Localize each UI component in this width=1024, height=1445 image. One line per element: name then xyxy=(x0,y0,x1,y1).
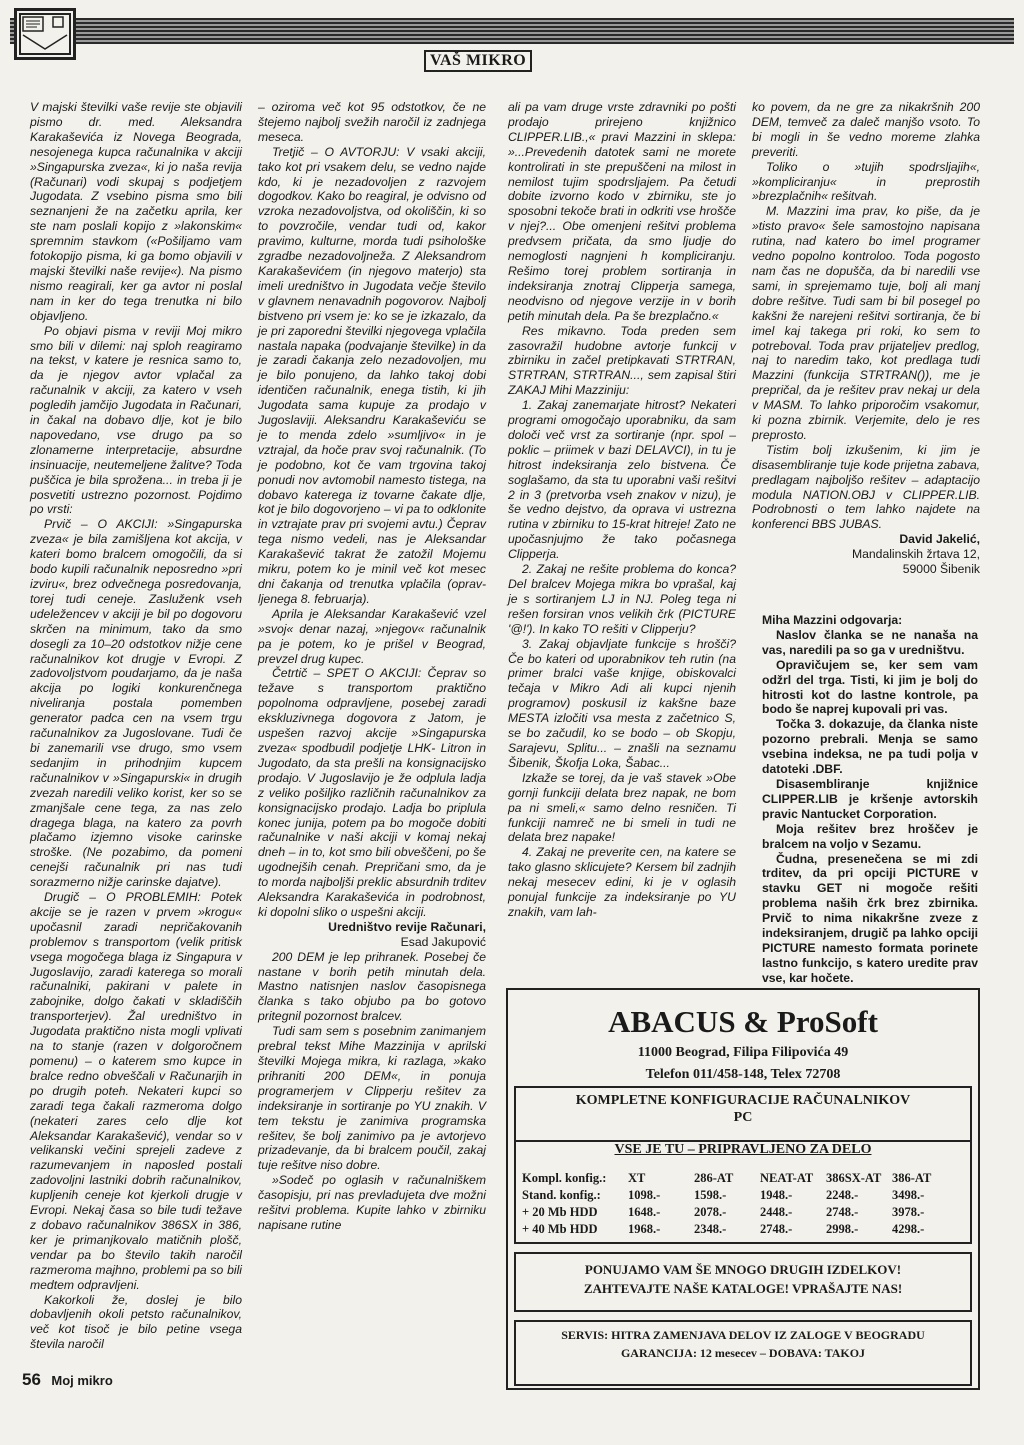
table-cell: 2248.- xyxy=(826,1188,859,1202)
table-cell: 2448.- xyxy=(760,1205,793,1219)
signature-city: 59000 Šibenik xyxy=(902,562,980,577)
table-cell: 2348.- xyxy=(694,1222,727,1236)
paragraph: 200 DEM je lep prihranek. Posebej če nastane v borih petih minutah dela. Mastno natisnjen naslov časopisnega članka s tako objubo pa bo gotovo pritegnil pozornost bralcev. xyxy=(258,949,486,1024)
table-cell: 1948.- xyxy=(760,1188,793,1202)
ad-headline-box xyxy=(514,1086,972,1142)
table-cell: NEAT-AT xyxy=(760,1171,814,1185)
reply-paragraph: Naslov članka se ne nanaša na vas, naredili pa so ga v uredništvu. xyxy=(762,627,978,657)
paragraph: 1. Zakaj zanemarjate hitrost? Nekateri programi omogočajo uporabniku, da sam določi več vrst za sortiranje (npr. spol – poklic – priimek v bazi DELAVCI), in tu je hitrost indeksiranja zelo bistvena. Če soglašamo, da sta tu uporabni vaši rešitvi 2 in 3 (pretvorba vseh znakov v nizu), je še vedno dejstvo, da oprava vi ustrezna rutina v zbirniku to 15-krat hitreje! Zato ne upočasnjujmo že tako počasnega Clipperja. xyxy=(508,398,736,562)
table-cell: + 20 Mb HDD xyxy=(522,1205,598,1219)
advertisement xyxy=(506,988,980,1390)
reply-paragraph: Opravičujem se, ker sem vam odžrl del trga. Tisti, ki jim je bolj do hitrosti kot do lastne kontrole, pa bodo še naprej kupovali pri vas. xyxy=(762,657,978,717)
column-2 xyxy=(258,100,486,1445)
signature-name: David Jakelić, xyxy=(899,532,980,547)
paragraph: ko povem, da ne gre za nikakršnih 200 DEM, temveč za daleč manjšo vsoto. To bi mogli in še vedno moreте zlahka preveriti. xyxy=(752,100,980,159)
reply-block xyxy=(762,613,978,986)
paragraph: Kakorkoli že, doslej je bilo dobavljenih okoli petsto računalnikov, več kot tisoč je bilo petine vsega števila naročil xyxy=(30,1292,242,1352)
ad-offer-2: ZAHTEVAJTE NAŠE KATALOGE! VPRAŠAJTE NAS! xyxy=(583,1281,903,1296)
paragraph: Drugič – O PROBLEMIH: Potek akcije se je razen v prvem »krogu« upočasnil zaradi nepričakovanih problemov s transportom (velik pritisk vsega mogočega blaga iz Singapura v Jugoslavijo, zaradi katerega so morali računalniki, pakirani v palete in zabojnike, dolgo čakati v skladiščih transporterjev). Žal uredništvo in Jugodata praktično nista mogli vplivati na to stanje (razen v dolgoročnem pomenu) – o katerem smo kupce in bralce redno obveščali v Računarjih in po drugih poteh. Nekateri kupci so zaradi tega čakali razmeroma dolgo (nekateri zares celo dlje kot Aleksandar Karakašević), vendar so v velikanski večini sprejeli zadeve z razumevanjem in naposled postali zadovoljni lastniki dobrih računalnikov, kupljenih ceneje kot kjerkoli drugje v Evropi. Nekaj časa so bile tudi težave z dobavo računalnikov 386SX in 386, ker je primanjkovalo matičnih plošč, vendar pa bo število takih naročil razmeroma majhno, problemi pa so bili medtem odpravljeni. xyxy=(30,890,242,1292)
ad-service-2: GARANCIJA: 12 mesecev – DOBAVA: TAKOJ xyxy=(620,1346,866,1360)
table-cell: 4298.- xyxy=(892,1222,925,1236)
table-cell: 386-AT xyxy=(892,1171,932,1185)
paragraph: Tudi sam sem s posebnim zanimanjem prebral tekst Mihe Mazzinija v aprilski številki Mojega mikra, ki razlaga, »kako prihraniti 200 DEM«, in ponuja programerjem v Clipperju rešitev za indeksiranje in sortiranje po YU znakih. V tem tekstu je zanimiva programska rešitev, še bolj zanimivo pa je avtorjevo prizadevanje, da bi bralcem poučil, zakaj tuje rešitve niso dobre. xyxy=(258,1024,486,1173)
ad-offer-box xyxy=(514,1252,972,1312)
paragraph: 4. Zakaj ne preverite cen, na katere se tako glasno sklicujete? Kersem bil zadnjih nekaj mesecev edini, ki je v oglasih ponujal funkcije za indeksiranje po YU znakih, vam lah- xyxy=(508,845,736,919)
reply-paragraph: Točka 3. dokazuje, da članka niste pozorno prebrali. Menja se samo vsebina indeksa, ne pa tudi polja v datoteki .DBF. xyxy=(762,717,978,777)
table-cell: 286-AT xyxy=(694,1171,734,1185)
paragraph: »Sodeč po oglasih v računalniškem časopisju, pri nas prevladujeta dve možni rešitvi problema. Kupite lahko v zbirniku napisane rutine xyxy=(258,1173,486,1232)
table-cell: 3978.- xyxy=(892,1205,925,1219)
table-header-row xyxy=(522,1170,958,1187)
page-number: 56 xyxy=(22,1370,41,1389)
signature-org: Uredništvo revije Računari, xyxy=(328,919,486,934)
ad-headline-1: KOMPLETNE KONFIGURACIJE RAČUNALNIKOV xyxy=(575,1093,911,1108)
column-1 xyxy=(30,100,242,1435)
table-cell: 2078.- xyxy=(694,1205,727,1219)
paragraph: Po objavi pisma v reviji Moj mikro smo bili v dilemi: naj sploh reagiramo na tekst, v katere je resnica samo to, da je njegov avtor vplačal za računalnik v akciji, za katero v vseh pogledih jamčijo Jugodata in Računari, in čakal na dobavo dlje, kot je bilo napovedano, vse drugo pa so zlonamerne interpretacije, absurdne insinuacije, neutemeljene žalitve? Toda puščica je bila sprožena... in treba ji je posvetiti ustrezno pozornost. Pojdimo po vrsti: xyxy=(30,323,242,517)
table-cell: XT xyxy=(628,1171,646,1185)
table-cell: 1598.- xyxy=(694,1188,727,1202)
table-cell: 1648.- xyxy=(628,1205,661,1219)
table-cell: 2748.- xyxy=(760,1222,793,1236)
reply-title: Miha Mazzini odgovarja: xyxy=(762,613,903,627)
paragraph: Res mikavno. Toda preden sem zasovražil hudobne avtorje funkcij v zbirniku in začel pretipkavati STRTRAN, STRTRAN, STRTRAN..., sem zapisal štiri ZAKAJ Mihi Mazziniju: xyxy=(508,323,736,398)
magazine-name: Moj mikro xyxy=(51,1373,113,1388)
price-table xyxy=(522,1170,958,1238)
table-row xyxy=(522,1221,958,1238)
signature-name: Esad Jakupović xyxy=(400,934,486,949)
signature-block xyxy=(752,532,980,577)
ad-offer-1: PONUJAMO VAM ŠE MNOGO DRUGIH IZDELKOV! xyxy=(584,1262,902,1277)
letter-envelope-icon xyxy=(14,8,76,60)
reply-paragraph: Disasembliranje knjižnice CLIPPER.LIB je kršenje avtorskih pravic Nantucket Corporation. xyxy=(762,776,978,821)
paragraph: Toliko o »tujih spodrsljajih«, »kompliciranju« in preprostih »brezplačnih« rešitvah. xyxy=(752,159,980,204)
table-cell: 1098.- xyxy=(628,1188,661,1202)
paragraph: Aprila je Aleksandar Karakašević vzel »svoj« denar nazaj, »njegov« računalnik pa je potem, ko je prišel v Beograd, prevzel drug kupec. xyxy=(258,606,486,666)
table-row xyxy=(522,1204,958,1221)
column-4 xyxy=(752,100,980,600)
table-cell: 2998.- xyxy=(826,1222,859,1236)
ad-brand: ABACUS & ProSoft xyxy=(608,1004,878,1039)
paragraph: Izkaže se torej, da je vaš stavek »Obe gornji funkciji delata brez napak, ne bom pa ni smeli,« samo delno resničen. Ti funkciji namreč ne bi smeli in tudi ne delata brez napake! xyxy=(508,770,736,845)
paragraph: 2. Zakaj ne rešite problema do konca? Del bralcev Mojega mikra bo vprašal, kaj je s sortiranjem LJ in NJ. Poleg tega ni rešen forsiran vnos velikih črk (PICTURE '@!'). In kako TO rešiti v Clipperju? xyxy=(508,562,736,636)
paragraph: M. Mazzini ima prav, ko piše, da je »tisto pravo« šele samostojno napisana rutina, nad katero bo imel programer vedno popolno kontroloo. Toda pogosto nam čas ne dopušča, da bi naredili vse sami, in sprejemamo tuje, bolj ali manj dobre rešitve. Tudi sam bi bil posegel po kakšni že narejeni rešitvi sortiranja, če bi imel kaj takega pri roki, ko sem to potreboval. Toda prav prijateljev predlog, naj to naredim tako, kot predlaga tudi Mazzini (funkcija STRTRAN()), me je prepričal, da je rešitev prav nekaj ur dela v MASM. To lahko priporočim vsakomur, ki pozna zbirnik. Verjemite, delo je res preprosto. xyxy=(752,204,980,442)
paragraph: V majski številki vaše revije ste objavili pismo dr. med. Aleksandra Karakaševića iz Novega Beograda, nesojenega kupca računalnika v akciji »Singapurska zveza«, ki jo naša revija (Računari) vodi skupaj s podjetjem Jugodata. Z vsebino pisma smo bili seznanjeni že na začetku aprila, ker ste nam poslali kopijo z »lakonskim« spremnim stavkom («Pošiljamo vam fotokopijo pisma, ki ga bomo objavili v majski številki naše revije«). Na pismo nismo reagirali, ker ga avtor ni poslal nam in ker do tega trenutka ni bilo objavljeno. xyxy=(30,100,242,323)
ad-service-1: SERVIS: HITRA ZAMENJAVA DELOV IZ ZALOGE V BEOGRADU xyxy=(561,1328,925,1342)
ad-service-box xyxy=(514,1320,972,1386)
column-3 xyxy=(508,100,736,919)
paragraph: – oziroma več kot 95 odstotkov, če ne štejemo najbolj svežih naročil iz zadnjega meseca. xyxy=(258,100,486,144)
table-cell: 3498.- xyxy=(892,1188,925,1202)
ad-headline-2: PC xyxy=(733,1110,753,1125)
table-cell: + 40 Mb HDD xyxy=(522,1222,598,1236)
paragraph: ali pa vam druge vrste zdravniki po pošti prodajo prirejeno knjižnico CLIPPER.LIB.,« pravi Mazzini in sklepa: »...Prevedenih datotek sami ne morete kontrolirati in ste prepuščeni na milost in nemilost tujim spodrsljajem. Pa četudi dobite izvorno kodo v zbirniku, ste jo sposobni tekoče brati in odkriti vse hrošče v njej?... Obe omenjeni rešitvi problema predvsem pričata, da smo ljudje do nemoglosti nagnjeni h kompliciranju. Rešimo torej problem sortiranja in indeksiranja znotraj Clipperja samega, neodvisno od njegove verzije in v borih petih minutah dela. Pa še brezplačno.« xyxy=(508,100,736,323)
signature-address: Mandalinskih žrtava 12, xyxy=(851,547,980,562)
ad-address: 11000 Beograd, Filipa Filipovića 49 xyxy=(637,1045,849,1060)
paragraph: Tistim bolj izkušenim, ki jim je disasembliranje tuje kode prijetna zabava, predlagam najboljšo rešitev – adaptacijo modula NATION.OBJ v CLIPPER.LIB. Podrobnosti o tem lahko najdete na konferenci BBS JUBAS. xyxy=(752,442,980,532)
table-cell: 386SX-AT xyxy=(826,1171,882,1185)
reply-paragraph: Moja rešitev brez hroščev je bralcem na voljo v Sezamu. xyxy=(762,821,978,851)
table-cell: Kompl. konfig.: xyxy=(522,1171,607,1185)
paragraph: Tretjič – O AVTORJU: V vsaki akciji, tako kot pri vsakem delu, se vedno najde kdo, ki je nezadovoljen z razvojem dogodkov. Kako bo reagiral, je odvisno od vzroka nezadovoljstva, od okoliščin, ki so to povzročile, vendar tudi od, kakor pravimo, kulturne, morda tudi psihološke zgradbe nezadovoljneža. Z Aleksandrom Karakaševićem (in njegovo materjo) sta imeli uredništvo in Jugodata večje število v glavnem nenavadnih pogovorov. Najbolj bistveno pri vsem je: ko se je izkazalo, da je pri zaporedni številki njegovega vplačila nastala napaka (podvajanje številke) in da je zaradi čakanja zelo nezadovoljen, mu je bilo ponujeno, da lahko takoj dobi identičen računalnik, enega tistih, ki jih Jugodata sama kupuje za prodajo v Jugoslaviji. Aleksandru Karakaševiću se je to menda zdelo »sumljivo« in je vztrajal, da hoče prav svoj računalnik. (To je podobno, kot če vam trgovina takoj ponudi nov avtomobil namesto tistega, na dobavo katerega iz tovarne čakate dlje, kot je bilo dogovorjeno – vi pa to odklonite in vztrajate prav pri svojemi avtu.) Čeprav tega nismo vedeli, nas je Aleksandar Karakašević takrat že zatožil Mojemu mikru, potem ko je minil več kot mesec dni čakanja od trenutka vplačila (oprav-ljenega 8. februarja). xyxy=(258,144,486,606)
table-cell: 2748.- xyxy=(826,1205,859,1219)
paragraph: 3. Zakaj objavljate funkcije s hrošči? Če bo kateri od uporabnikov teh rutin (na primer bralci vaše knjige, obiskovalci tečaja v Mikro Adi ali kupci njenih programov) poskusil iz kakšne baze MESTA izločiti vsa mesta z začetnico S, se bo začudil, ko se bodo – ob Skopju, Sarajevu, Splitu... – znašli na seznamu Šibenik, Škofja Loka, Šabac... xyxy=(508,636,736,770)
reply-paragraph: Čudna, presenečena se mi zdi trditev, da pri opciji PICTURE v stavku GET ni mogoče rešiti problema naših črk brez zbirnika. Prvič to nima nikakršne zveze z indeksiranjem, drugič pa lahko opciji PICTURE namesto formata porinete lastno funkcijo, s katero uredite prav vse, kar hočete. xyxy=(762,851,978,985)
table-cell: Stand. konfig.: xyxy=(522,1188,601,1202)
signature-block xyxy=(258,920,486,950)
paragraph: Četrtič – SPET O AKCIJI: Čeprav so težave s transportom praktično popolnoma odpravljene, posebej zaradi ekskluzivnega dogovora z Jatom, je uspešen razvoj akcije »Singapurska zveza« spodbudil podjetje LHK- Litron in Jugodato, da sta prešli na konsignacijsko prodajo. V Jugoslavijo je že odplula ladja z veliko pošiljko različnih računalnikov za konsignacijsko prodajo. Ladja bo priplula konec junija, potem pa bo mogoče dobiti računalnike v naši akciji v komaj nekaj dneh – in to, kot smo bili obveščeni, po še ugodnejših cenah. Prepričani smo, da je to morda najboljši preklic absurdnih trditev Aleksandra Karakaševića in podrobnost, ki dopolni sliko o uspešni akciji. xyxy=(258,666,486,919)
table-row xyxy=(522,1187,958,1204)
paragraph: Prvič – O AKCIJI: »Singapurska zveza« je bila zamišljena kot akcija, v kateri bomo bralcem omogočili, da si bodo kupili računalnik neposredno »pri izviru«, brez odvečnega posredovanja, torej tudi ceneje. Zasluženk vseh udeležencev v akciji je bil po dogovoru skrčen na minimum, tako da smo dosegli za 10–20 odstotkov nižje cene računalnikov kot drugje v Evropi. Z zadovoljstvom poudarjamo, da je naša akcija po logiki konkurenčnega niveliranja postala pomemben generator padca cen na vsem trgu računalnikov za Jugoslovane. Tudi če bi zanemarili vse drugo, smo vsem sedanjim in prihodnjim kupcem računalnikov v »Singapurski« in drugih zvezah naredili veliko korist, ker so se zmanjšale cene tega, za nas zelo dragega blaga, na katero za povrh plačamo izjemno visoke carinske stroške. (Ne pozabimo, da pomeni cenejši računalnik pri nas tudi sorazmerno nižje carinske dajatve). xyxy=(30,517,242,890)
ad-price-box xyxy=(514,1140,972,1244)
header-bar xyxy=(10,18,1014,44)
section-label: VAŠ MIKRO xyxy=(424,50,532,72)
ad-phone: Telefon 011/458-148, Telex 72708 xyxy=(645,1067,841,1082)
page-footer xyxy=(22,1370,113,1390)
table-cell: 1968.- xyxy=(628,1222,661,1236)
ad-headline-3: VSE JE TU – PRIPRAVLJENO ZA DELO xyxy=(614,1142,872,1157)
